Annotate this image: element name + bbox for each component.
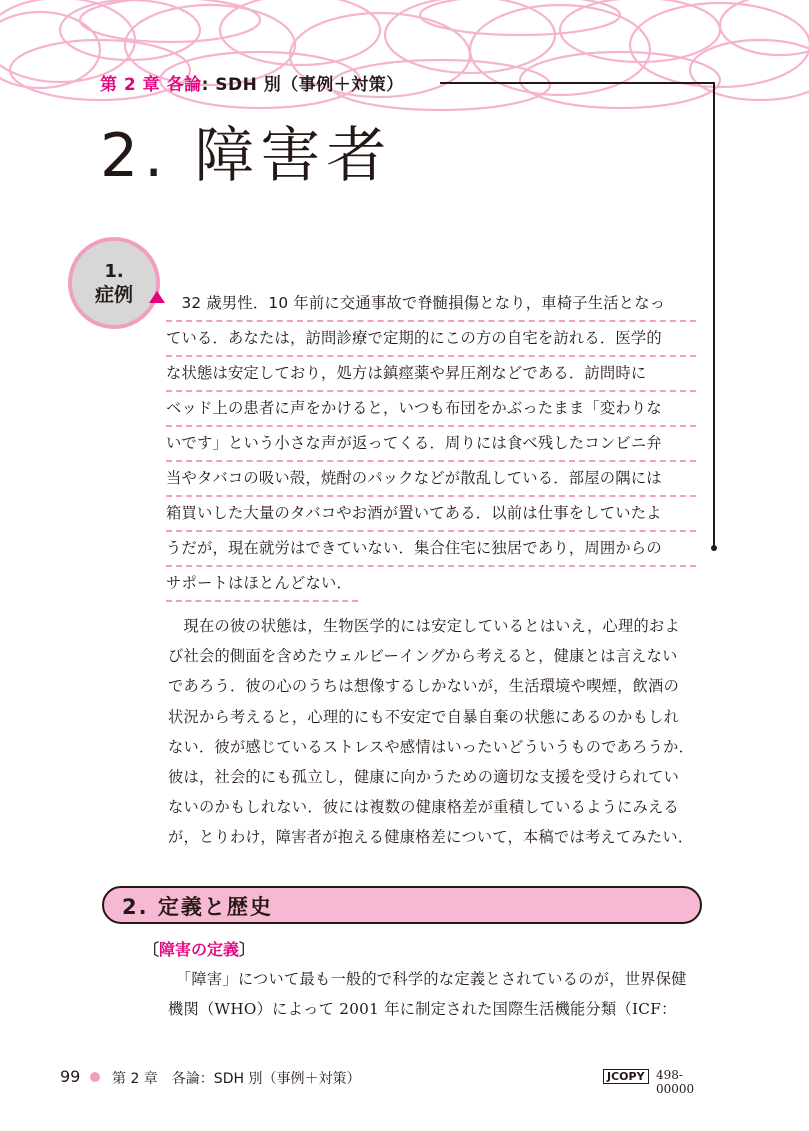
body-line: 彼は，社会的にも孤立し，健康に向かうための適切な支援を受けられてい: [168, 767, 680, 786]
heading-rule-end-dot: [711, 545, 717, 551]
section-heading: 2. 定義と歴史: [122, 895, 273, 919]
case-badge: [68, 237, 160, 329]
body-line: ないのかもしれない．彼には複数の健康格差が重積しているようにみえる: [168, 798, 680, 817]
page-number: 99: [60, 1067, 81, 1086]
definition-line: 「障害」について最も一般的で科学的な定義とされているのが，世界保健: [168, 970, 687, 988]
case-badge-pointer-icon: [149, 291, 165, 303]
case-line: いです」という小さな声が返ってくる．周りには食べ残したコンビニ弁: [166, 427, 696, 462]
body-line: が，とりわけ，障害者が抱える健康格差について，本稿では考えてみたい．: [168, 828, 694, 847]
case-line: 箱買いした大量のタバコやお酒が置いてある．以前は仕事をしていたよ: [166, 497, 696, 532]
case-line: うだが，現在就労はできていない．集合住宅に独居であり，周囲からの: [166, 532, 696, 567]
chapter-label: 第 2 章: [100, 75, 161, 95]
case-description: [166, 287, 696, 602]
section-heading-bar: [102, 886, 702, 924]
running-title: 第 2 章 各論：SDH 別（事例＋対策）: [112, 1071, 361, 1087]
body-line: であろう．彼の心のうちは想像するしかないが，生活環境や喫煙，飲酒の: [168, 677, 680, 696]
jcopy-mark: JCOPY: [603, 1069, 649, 1084]
body-paragraph: [168, 611, 713, 853]
body-line: 現在の彼の状態は，生物医学的には安定しているとはいえ，心理的およ: [168, 617, 680, 635]
case-line: 32 歳男性．10 年前に交通事故で脊髄損傷となり，車椅子生活となっ: [166, 287, 696, 322]
chapter-heading: [100, 70, 404, 95]
page-footer: [60, 1067, 710, 1096]
chapter-title-pink: 各論: [166, 75, 202, 95]
case-line: な状態は安定しており，処方は鎮痙薬や昇圧剤などである．訪問時に: [166, 357, 696, 392]
case-badge-number: 1.: [104, 261, 124, 282]
publisher-code: 498-00000: [656, 1068, 695, 1096]
body-line: 状況から考えると，心理的にも不安定で自暴自棄の状態にあるのかもしれ: [168, 707, 680, 726]
case-line: ベッド上の患者に声をかけると，いつも布団をかぶったまま「変わりな: [166, 392, 696, 427]
footer-dot-icon: [90, 1072, 100, 1082]
heading-rule-vertical: [713, 82, 715, 547]
body-line: ない．彼が感じているストレスや感情はいったいどういうものであろうか．: [168, 737, 695, 756]
case-badge-label: 症例: [94, 284, 133, 306]
case-line: サポートはほとんどない．: [166, 567, 358, 602]
subsection-heading: [143, 937, 255, 960]
chapter-title-rest: : SDH 別（事例＋対策）: [201, 75, 404, 95]
subsection-title: 障害の定義: [159, 940, 240, 959]
page-title: 2. 障害者: [100, 121, 393, 191]
body-line: び社会的側面を含めたウェルビーイングから考えると，健康とは言えない: [168, 647, 678, 666]
heading-rule-horizontal: [440, 82, 714, 84]
header-scribble-decoration: [0, 0, 809, 120]
subsection-close-bracket: 〕: [239, 940, 256, 959]
subsection-open-bracket: 〔: [143, 940, 160, 959]
definition-line: 機関（WHO）によって 2001 年に制定された国際生活機能分類（ICF：: [168, 1000, 677, 1019]
definition-paragraph: [168, 964, 713, 1024]
case-line: ている．あなたは，訪問診療で定期的にこの方の自宅を訪れる．医学的: [166, 322, 696, 357]
case-line: 当やタバコの吸い殻，焼酎のパックなどが散乱している．部屋の隅には: [166, 462, 696, 497]
